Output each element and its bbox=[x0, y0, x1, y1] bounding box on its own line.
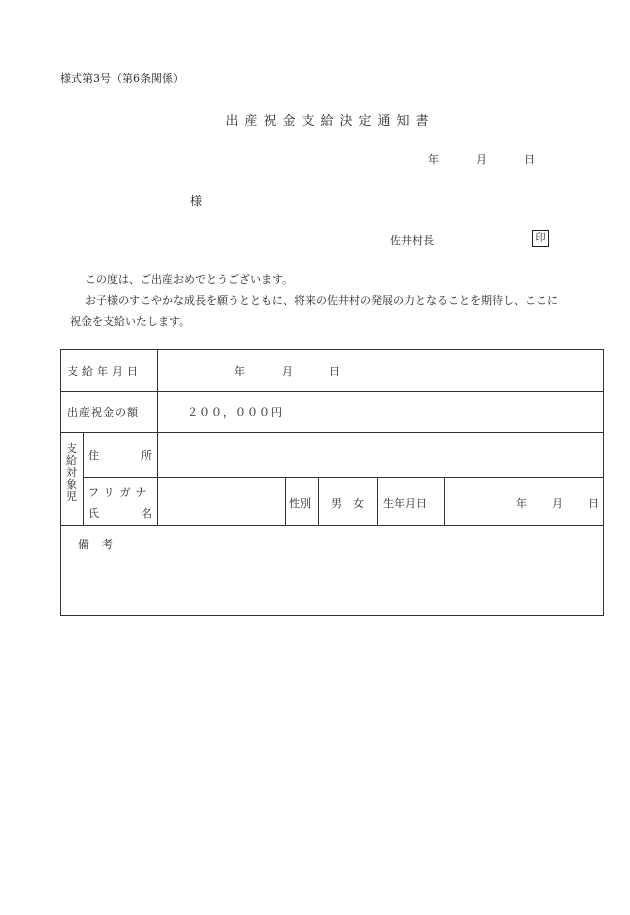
payment-date-day: 日 bbox=[329, 365, 340, 378]
amount-label: 出産祝金の額 bbox=[67, 406, 139, 419]
table-divider bbox=[377, 477, 378, 525]
table-divider bbox=[61, 432, 603, 433]
issue-date bbox=[428, 151, 535, 167]
birth-date-month: 月 bbox=[552, 497, 563, 510]
group-label-char: 支 bbox=[66, 442, 77, 455]
payment-date-year: 年 bbox=[234, 365, 245, 378]
name-label-char-1: 氏 bbox=[88, 507, 99, 520]
addressee-honorific: 様 bbox=[190, 194, 203, 208]
seal-mark: 印 bbox=[532, 230, 549, 247]
group-label-char: 象 bbox=[66, 478, 77, 491]
table-divider bbox=[83, 477, 603, 478]
table-divider bbox=[157, 350, 158, 525]
birth-date-day: 日 bbox=[588, 497, 599, 510]
form-number-label: 様式第3号（第6条関係） bbox=[60, 72, 184, 85]
amount-value: ２００，０００円 bbox=[187, 406, 283, 419]
payment-date-month: 月 bbox=[282, 365, 293, 378]
table-divider bbox=[61, 525, 603, 526]
address-label-char-2: 所 bbox=[141, 449, 152, 462]
address-label-char-1: 住 bbox=[88, 449, 99, 462]
target-child-group-label bbox=[66, 443, 78, 503]
sex-option-male: 男 bbox=[331, 497, 342, 510]
issue-date-day-label: 日 bbox=[524, 153, 535, 166]
group-label-char: 児 bbox=[66, 490, 77, 503]
body-line-3: 祝金を支給いたします。 bbox=[70, 315, 191, 328]
body-line-1: この度は、ご出産おめでとうございます。 bbox=[85, 273, 294, 286]
remarks-label-char-1: 備 bbox=[78, 538, 89, 551]
birth-date-year: 年 bbox=[516, 497, 527, 510]
payment-details-table bbox=[60, 349, 604, 616]
payment-date-label: 支給年月日 bbox=[67, 365, 142, 378]
remarks-label-char-2: 考 bbox=[102, 538, 113, 551]
issue-date-month-label: 月 bbox=[476, 153, 487, 166]
document-title: 出産祝金支給決定通知書 bbox=[225, 114, 435, 129]
sex-label: 性別 bbox=[289, 497, 311, 510]
issue-date-year-label: 年 bbox=[428, 153, 439, 166]
group-label-char: 給 bbox=[66, 454, 77, 467]
group-label-char: 対 bbox=[66, 466, 77, 479]
body-line-2: お子様のすこやかな成長を願うとともに、将来の佐井村の発展の力となることを期待し、ここに bbox=[85, 294, 558, 307]
sex-option-female: 女 bbox=[353, 497, 364, 510]
issuer-name: 佐井村長 bbox=[390, 234, 434, 247]
table-divider bbox=[444, 477, 445, 525]
table-divider bbox=[61, 391, 603, 392]
birth-date-label: 生年月日 bbox=[383, 497, 427, 510]
table-divider bbox=[83, 432, 84, 525]
table-divider bbox=[285, 477, 286, 525]
table-divider bbox=[318, 477, 319, 525]
name-label-char-2: 名 bbox=[141, 507, 152, 520]
furigana-label: フリガナ bbox=[88, 486, 152, 499]
